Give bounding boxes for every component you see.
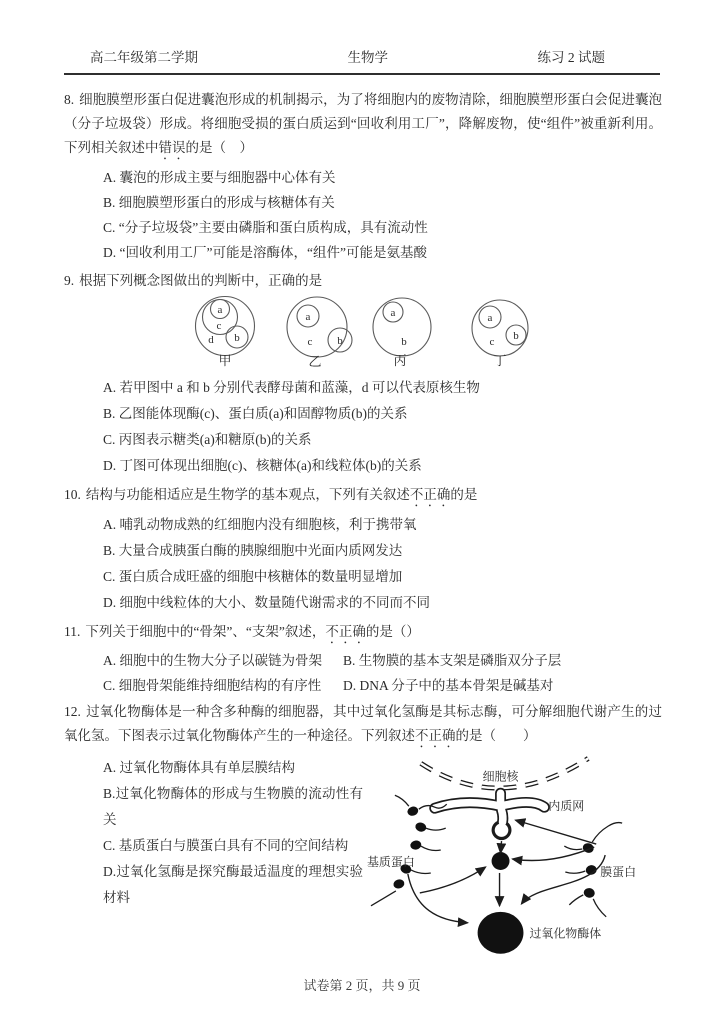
question-8 — [64, 88, 662, 265]
question-8-stem-tail: 的是（ ） — [185, 140, 253, 155]
question-10-option-b: B. 大量合成胰蛋白酶的胰腺细胞中光面内质网发达 — [103, 543, 403, 558]
question-8-option-c: C. “分子垃圾袋”主要由磷脂和蛋白质构成，具有流动性 — [103, 220, 428, 235]
peroxisome-body — [478, 912, 524, 954]
question-9-number: 9. — [64, 273, 75, 288]
question-12-number: 12. — [64, 704, 81, 719]
yi-set-name: 乙 — [308, 354, 322, 369]
question-11-option-b: B. 生物膜的基本支架是磷脂双分子层 — [343, 653, 562, 668]
question-11 — [64, 620, 662, 698]
yi-letter-a: a — [305, 311, 311, 323]
question-10-stem — [64, 483, 662, 510]
question-10-options — [103, 512, 662, 616]
nucleus-label: 细胞核 — [482, 769, 519, 784]
question-10-option-c: C. 蛋白质合成旺盛的细胞中核糖体的数量明显增加 — [103, 569, 403, 584]
jia-letter-d: d — [208, 334, 214, 346]
concept-diagram-figure — [150, 295, 570, 373]
venn-yi-letters — [306, 311, 344, 348]
arrow-membrane-protein-to-er — [515, 820, 596, 844]
jia-letter-b: b — [234, 332, 240, 344]
question-8-option-b: B. 细胞膜塑形蛋白的形成与核糖体有关 — [103, 195, 335, 210]
vesicle-dot — [492, 852, 510, 870]
bing-letter-a: a — [390, 307, 396, 319]
question-9-stem — [64, 269, 662, 293]
yi-letter-b: b — [337, 335, 343, 347]
header-grade: 高二年级第二学期 — [90, 50, 198, 65]
question-11-option-d: D. DNA 分子中的基本骨架是碱基对 — [343, 678, 554, 693]
question-11-stem-emphasis: 不正确 — [325, 624, 366, 639]
yi-outer-circle — [287, 297, 347, 357]
bing-letter-b: b — [401, 336, 407, 348]
header-exam-name: 练习 2 试题 — [537, 50, 605, 65]
question-8-stem-text: 细胞膜塑形蛋白促进囊泡形成的机制揭示，为了将细胞内的废物清除，细胞膜塑形蛋白会促进囊泡（分子垃圾袋）形成。将细胞受损的蛋白质运到“回收利用工厂”，降解废物，使“组件”被重新利用。下列相关叙述中 — [64, 92, 662, 155]
page-footer: 试卷第 2 页，共 9 页 — [303, 978, 421, 993]
question-10-stem-text: 结构与功能相适应是生物学的基本观点，下列有关叙述 — [85, 487, 410, 502]
ding-letter-a: a — [487, 312, 493, 324]
question-12-option-b: B.过氧化物酶体的形成与生物膜的流动性有关 — [103, 786, 363, 827]
exam-content — [64, 86, 662, 971]
question-8-stem-emphasis: 错误 — [158, 140, 186, 155]
header-subject: 生物学 — [347, 50, 388, 65]
arrow-matrix-protein-to-vesicle — [420, 867, 486, 893]
question-12-option-d: D.过氧化氢酶是探究酶最适温度的理想实验材料 — [103, 864, 363, 905]
jia-letter-c: c — [216, 320, 222, 332]
er-shape — [435, 793, 545, 840]
question-12-stem-tail: 的是（ ） — [455, 728, 537, 743]
jia-set-name: 甲 — [218, 353, 232, 368]
question-11-options — [103, 648, 662, 698]
venn-bing-letters — [391, 307, 408, 348]
arrow-er-to-vesicle — [501, 841, 502, 853]
question-10-option-d: D. 细胞中线粒体的大小、数量随代谢需求的不同而不同 — [103, 595, 430, 610]
question-12-stem — [64, 700, 662, 751]
question-8-stem — [64, 88, 662, 163]
question-9-option-a: A. 若甲图中 a 和 b 分别代表酵母菌和蓝藻，d 可以代表原核生物 — [103, 380, 480, 395]
question-8-option-d: D. “回收利用工厂”可能是溶酶体，“组件”可能是氨基酸 — [103, 245, 427, 260]
question-10-number: 10. — [64, 487, 81, 502]
question-12-stem-emphasis: 不正确 — [415, 728, 456, 743]
jia-outer-circle — [196, 297, 255, 356]
question-8-number: 8. — [64, 92, 75, 107]
question-12 — [64, 700, 662, 971]
question-11-number: 11. — [64, 624, 81, 639]
question-9 — [64, 269, 662, 479]
question-9-option-b: B. 乙图能体现酶(c)、蛋白质(a)和固醇物质(b)的关系 — [103, 406, 408, 421]
question-9-option-c: C. 丙图表示糖类(a)和糖原(b)的关系 — [103, 432, 312, 447]
matrix-protein-label: 基质蛋白 — [366, 854, 415, 869]
venn-ding-letters — [488, 312, 520, 348]
question-10-stem-tail: 的是 — [450, 487, 478, 502]
ding-outer-circle — [472, 300, 528, 356]
membrane-protein-label: 膜蛋白 — [600, 864, 637, 879]
question-12-option-c: C. 基质蛋白与膜蛋白具有不同的空间结构 — [103, 838, 349, 853]
question-9-option-d: D. 丁图可体现出细胞(c)、核糖体(a)和线粒体(b)的关系 — [103, 458, 422, 473]
ding-letter-c: c — [489, 336, 495, 348]
bing-set-name: 丙 — [393, 353, 407, 368]
venn-set-names — [218, 353, 506, 369]
question-12-body — [64, 755, 662, 971]
question-12-options — [103, 755, 363, 971]
question-9-options — [103, 375, 662, 479]
question-11-option-a: A. 细胞中的生物大分子以碳链为骨架 — [103, 653, 322, 668]
question-10-option-a: A. 哺乳动物成熟的红细胞内没有细胞核，利于携带氧 — [103, 517, 417, 532]
peroxisome-pathway-figure — [363, 753, 662, 971]
venn-set-yi — [287, 297, 352, 357]
question-12-option-a: A. 过氧化物酶体具有单层膜结构 — [103, 760, 295, 775]
page-header — [64, 46, 660, 75]
ding-letter-b: b — [513, 330, 519, 342]
question-11-stem-text: 下列关于细胞中的“骨架”、“支架”叙述， — [85, 624, 326, 639]
question-10-stem-emphasis: 不正确 — [409, 487, 451, 502]
question-9-stem-text: 根据下列概念图做出的判断中，正确的是 — [79, 273, 323, 288]
question-11-stem — [64, 620, 662, 647]
venn-set-ding — [472, 300, 528, 356]
question-10 — [64, 483, 662, 616]
question-8-option-a: A. 囊泡的形成主要与细胞器中心体有关 — [103, 170, 336, 185]
question-11-stem-tail: 的是（） — [365, 624, 420, 639]
er-label: 内质网 — [548, 799, 585, 814]
question-12-stem-text: 过氧化物酶体是一种含多种酶的细胞器，其中过氧化氢酶是其标志酶，可分解细胞代谢产生的过氧化氢。下图表示过氧化物酶体产生的一种途径。下列叙述 — [64, 704, 662, 743]
ding-set-name: 丁 — [493, 353, 507, 368]
jia-letter-a: a — [217, 304, 223, 316]
question-11-option-c: C. 细胞骨架能维持细胞结构的有序性 — [103, 678, 322, 693]
yi-letter-c: c — [307, 336, 313, 348]
question-8-options — [103, 165, 662, 265]
peroxisome-label: 过氧化物酶体 — [529, 926, 602, 941]
venn-set-jia — [196, 297, 255, 356]
